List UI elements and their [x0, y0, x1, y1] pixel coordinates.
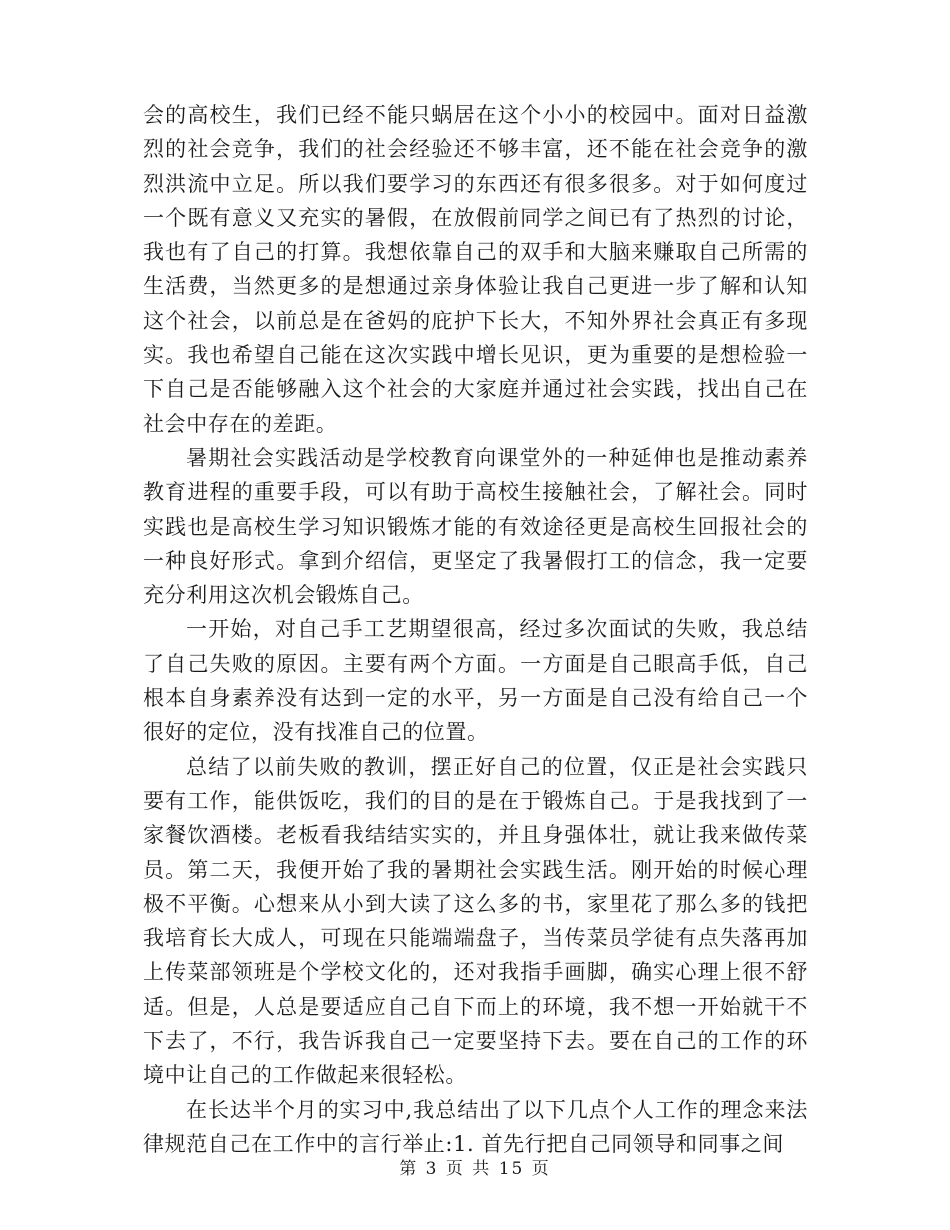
paragraph-summer-practice: 暑期社会实践活动是学校教育向课堂外的一种延伸也是推动素养教育进程的重要手段，可以有助于高校生接触社会，了解社会。同时实践也是高校生学习知识锻炼才能的有效途径更是高校生回报社会的一种良好形式。拿到介绍信，更坚定了我暑假打工的信念，我一定要充分利用这次机会锻炼自己。 — [143, 445, 808, 608]
paragraph-internship-summary: 在长达半个月的实习中,我总结出了以下几点个人工作的理念来法律规范自己在工作中的言行举止:1. 首先行把自己同领导和同事之间 — [143, 1097, 808, 1156]
paragraph-restaurant-work: 总结了以前失败的教训，摆正好自己的位置，仅正是社会实践只要有工作，能供饭吃，我们的目的是在于锻炼自己。于是我找到了一家餐饮酒楼。老板看我结结实实的，并且身强体壮，就让我来做传菜员。第二天，我便开始了我的暑期社会实践生活。刚开始的时候心理极不平衡。心想来从小到大读了这么多的书，家里花了那么多的钱把我培育长大成人，可现在只能端端盘子，当传菜员学徒有点失落再加上传菜部领班是个学校文化的，还对我指手画脚，确实心理上很不舒适。但是，人总是要适应自己自下而上的环境，我不想一开始就干不下去了，不行，我告诉我自己一定要坚持下去。要在自己的工作的环境中让自己的工作做起来很轻松。 — [143, 754, 808, 1088]
body-text — [143, 98, 808, 1161]
paragraph-continuation: 会的高校生，我们已经不能只蜗居在这个小小的校园中。面对日益激烈的社会竞争，我们的社会经验还不够丰富，还不能在社会竞争的激烈洪流中立足。所以我们要学习的东西还有很多很多。对于如何度过一个既有意义又充实的暑假，在放假前同学之间已有了热烈的讨论，我也有了自己的打算。我想依靠自己的双手和大脑来赚取自己所需的生活费，当然更多的是想通过亲身体验让我自己更进一步了解和认知这个社会，以前总是在爸妈的庇护下长大，不知外界社会真正有多现实。我也希望自己能在这次实践中增长见识，更为重要的是想检验一下自己是否能够融入这个社会的大家庭并通过社会实践，找出自己在社会中存在的差距。 — [143, 103, 808, 436]
page-number-footer: 第 3 页 共 15 页 — [399, 1159, 551, 1179]
paragraph-interview-failures: 一开始，对自己手工艺期望很高，经过多次面试的失败，我总结了自己失败的原因。主要有两个方面。一方面是自己眼高手低，自己根本自身素养没有达到一定的水平，另一方面是自己没有给自己一个很好的定位，没有找准自己的位置。 — [143, 617, 808, 745]
